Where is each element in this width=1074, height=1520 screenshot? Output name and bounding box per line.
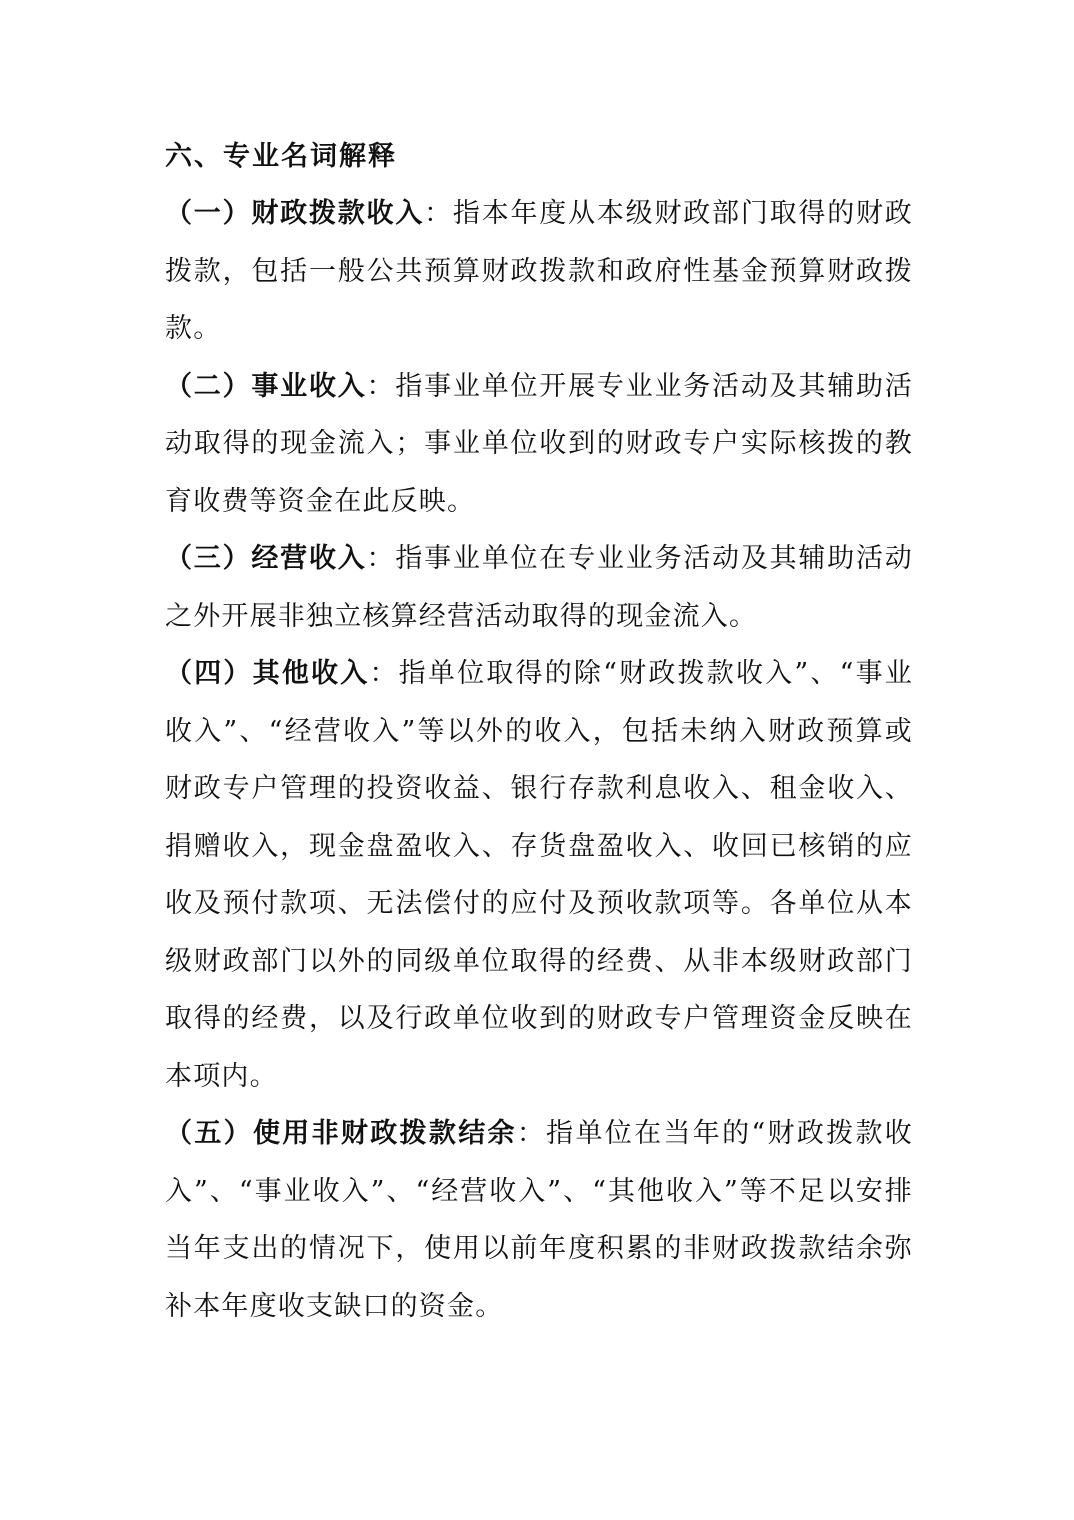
- definition-term: （五）使用非财政拨款结余: [165, 1118, 517, 1149]
- definition-3: [165, 530, 913, 645]
- definition-colon: ：: [366, 370, 396, 402]
- definition-4: [165, 645, 913, 1105]
- definition-text: 指单位在当年的“财政拨款收入”、“事业收入”、“经营收入”、“其他收入”等不足以安排当年支出的情况下，使用以前年度积累的非财政拨款结余弥补本年度收支缺口的资金。: [165, 1118, 914, 1322]
- definition-colon: ：: [424, 198, 453, 229]
- definition-text: 指本年度从本级财政部门取得的财政拨款，包括一般公共预算财政拨款和政府性基金预算财政拨款。: [165, 198, 913, 344]
- definition-colon: ：: [366, 543, 396, 574]
- definition-text: 指事业单位在专业业务活动及其辅助活动之外开展非独立核算经营活动取得的现金流入。: [165, 543, 913, 632]
- definition-5: [165, 1105, 913, 1335]
- definition-2: [165, 358, 913, 531]
- definition-term: （三）经营收入: [165, 543, 367, 574]
- definition-term: （四）其他收入: [165, 658, 370, 689]
- definition-1: [165, 185, 913, 358]
- definition-colon: ：: [369, 658, 399, 689]
- definition-text: 指事业单位开展专业业务活动及其辅助活动取得的现金流入；事业单位收到的财政专户实际核拨的教育收费等资金在此反映。: [165, 370, 913, 517]
- section-title: 六、专业名词解释: [165, 141, 397, 172]
- definition-colon: ：: [516, 1118, 547, 1149]
- definition-term: （二）事业收入: [165, 370, 367, 402]
- definition-text: 指单位取得的除“财政拨款收入”、“事业收入”、“经营收入”等以外的收入，包括未纳入财政预算或财政专户管理的投资收益、银行存款利息收入、租金收入、捐赠收入，现金盘盈收入、存货盘盈收入、收回已核销的应收及预付款项、无法偿付的应付及预收款项等。各单位从本级财政部门以外的同级单位取得的经费、从非本级财政部门取得的经费，以及行政单位收到的财政专户管理资金反映在本项内。: [165, 658, 913, 1092]
- definition-term: （一）财政拨款收入: [165, 198, 425, 229]
- document-body: [165, 128, 913, 1335]
